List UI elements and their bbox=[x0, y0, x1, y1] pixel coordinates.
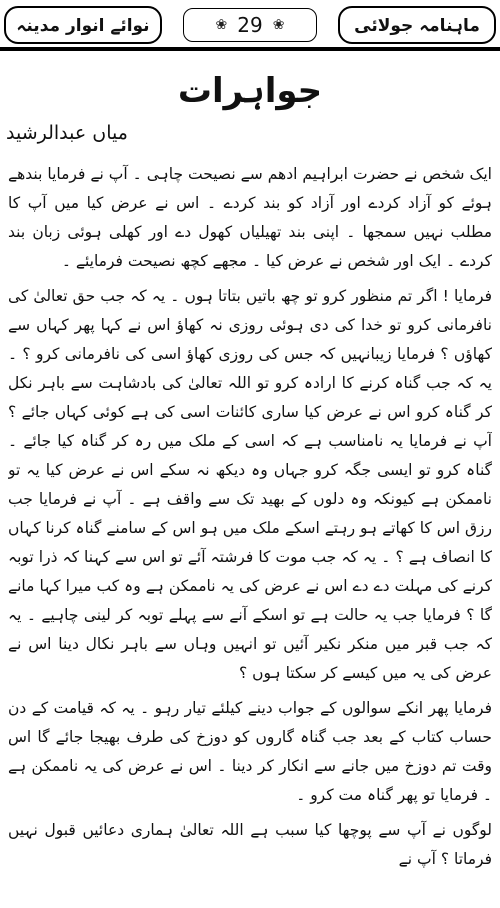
ornament-left-icon: ❀ bbox=[215, 17, 228, 33]
publication-name-box bbox=[4, 6, 162, 44]
article-body bbox=[8, 160, 492, 905]
article-author: میاں عبدالرشید bbox=[6, 122, 128, 144]
paragraph-2: فرمایا ! اگر تم منظور کرو تو چھ باتیں بتاتا ہوں ۔ یہ کہ جب حق تعالیٰ کی نافرمانی کرو تو خدا کی دی ہوئی روزی نہ کھاؤ اس نے کہا پھر کہاں سے کھاؤں ؟ فرمایا زیبانہیں کہ جس کی روزی کھاؤ اسی کی نافرمانی کرو ؟ ۔ یہ کہ جب گناہ کرنے کا ارادہ کرو تو اللہ تعالیٰ کی بادشاہت سے باہر نکل کر گناہ کرو اس نے عرض کیا ساری کائنات اسی کی ہے کوئی کہاں جائے ؟ آپ نے فرمایا یہ نامناسب ہے کہ اسی کے ملک میں رہ کر گناہ کیا جائے ۔ گناہ کرو تو ایسی جگہ کرو جہاں وہ دیکھ نہ سکے اس نے عرض کیا یہ تو ناممکن ہے کیونکہ وہ دلوں کے بھید تک سے واقف ہے ۔ آپ نے فرمایا جب رزق اس کا کھاتے ہو رہتے اسکے ملک میں ہو اس کے سامنے گناہ کرنا کہاں کا انصاف ہے ؟ ۔ یہ کہ جب موت کا فرشتہ آئے تو اس سے کہنا کہ ذرا توبہ کرنے کی مہلت دے دے اس نے عرض کی یہ ناممکن ہے وہ کب میرا کہا مانے گا ؟ فرمایا جب یہ حالت ہے تو اسکے آنے سے پہلے توبہ کر لینی چاہیے ۔ یہ کہ جب قبر میں منکر نکیر آئیں تو انہیں وہاں سے باہر نکال دینا اس نے عرض کی یہ میں کیسے کر سکتا ہوں ؟ bbox=[8, 287, 492, 682]
paragraph-4: لوگوں نے آپ سے پوچھا کیا سبب ہے اللہ تعالیٰ ہماری دعائیں قبول نہیں فرماتا ؟ آپ نے bbox=[8, 821, 492, 868]
magazine-issue-box bbox=[338, 6, 496, 44]
paragraph-3: فرمایا پھر انکے سوالوں کے جواب دینے کیلئے تیار رہو ۔ یہ کہ قیامت کے دن حساب کتاب کے بعد جب گناہ گاروں کو دوزخ کی طرف بھیجا جائے گا اس وقت تم دوزخ میں جانے سے انکار کر دینا ۔ اس نے عرض کی یہ ناممکن ہے ۔ فرمایا تو پھر گناہ مت کرو ۔ bbox=[8, 699, 492, 804]
paragraph-1: ایک شخص نے حضرت ابراہیم ادھم سے نصیحت چاہی ۔ آپ نے فرمایا بندھے ہوئے کو آزاد کردے اور آزاد کو بند کردے ۔ اس نے عرض کیا میں آپ کا مطلب نہیں سمجھا ۔ اپنی بند تھیلیاں کھول دے اور کھلی ہوئی زبان بند کردے ۔ ایک اور شخص نے عرض کیا ۔ مجھے کچھ نصیحت فرمایئے ۔ bbox=[8, 165, 492, 270]
page-number-box bbox=[183, 8, 317, 42]
article-author-line bbox=[0, 122, 500, 144]
header-rule bbox=[0, 47, 500, 51]
magazine-issue: ماہنامہ جولائی bbox=[354, 15, 480, 36]
article-title: جواہرات bbox=[177, 71, 323, 111]
publication-name: نوائے انوار مدینہ bbox=[16, 15, 150, 36]
page-number: 29 bbox=[237, 13, 263, 37]
ornament-right-icon: ❀ bbox=[272, 17, 285, 33]
page-header bbox=[4, 4, 496, 46]
